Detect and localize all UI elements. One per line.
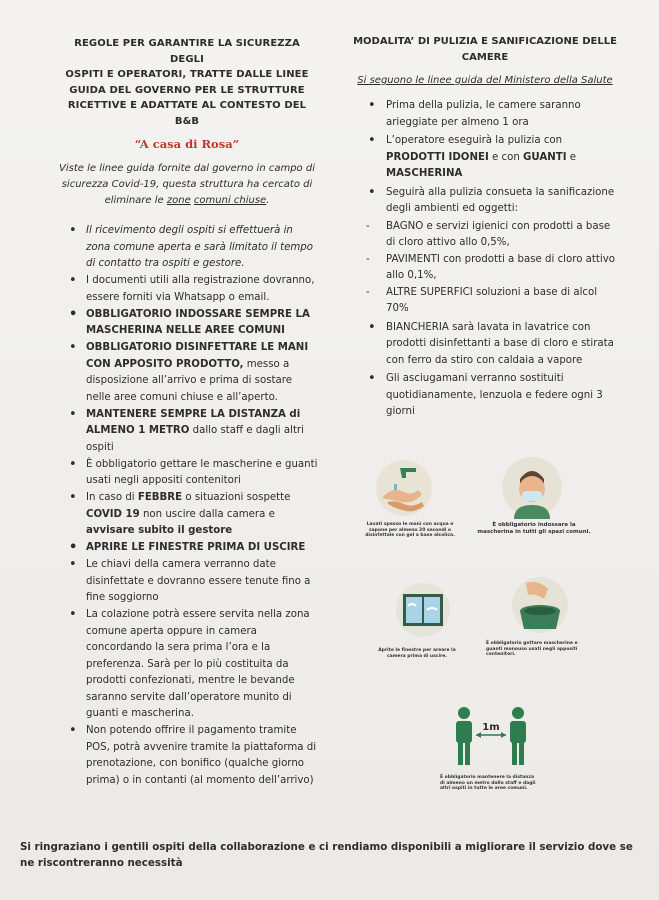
rule-bold: FEBBRE bbox=[137, 492, 183, 503]
rule-item: • Il ricevimento degli ospiti si effettuerà in zona comune aperta e sarà limitato il tempo di contatto tra ospiti e gestore. bbox=[56, 223, 318, 273]
left-title-line: GUIDA DEL GOVERNO PER LE STRUTTURE bbox=[69, 84, 305, 96]
rule-text: In caso di bbox=[86, 492, 138, 503]
window-caption: Aprite le finestre per areare la camera prima di uscire. bbox=[378, 648, 456, 659]
handwash-caption: Lavati spesso le mani con acqua e sapone per almeno 20 secondi o disinfettale con gel a base alcolica. bbox=[365, 522, 455, 538]
mask-caption: È obbligatorio indossare la mascherina in tutti gli spazi comuni. bbox=[477, 522, 591, 535]
rule-bold: OBBLIGATORIO DISINFETTARE LE MANI CON APPOSITO PRODOTTO, bbox=[86, 342, 309, 370]
cleaning-text: L’operatore eseguirà la pulizia con bbox=[386, 135, 563, 146]
rule-text: non uscire dalla camera e bbox=[139, 508, 275, 520]
intro-text bbox=[56, 161, 318, 209]
cleaning-list bbox=[350, 98, 620, 421]
left-title bbox=[56, 36, 318, 129]
cleaning-bold: GUANTI bbox=[523, 151, 567, 163]
trash-bin-icon bbox=[510, 575, 570, 635]
cleaning-item bbox=[350, 133, 620, 183]
rule-item: • Non potendo offrire il pagamento tramite POS, potrà avvenire tramite la piattaforma di prenotazione, con bonifico (qualche giorno prima) o in contanti (al momento dell’arrivo) bbox=[56, 723, 318, 789]
rule-bold: MANTENERE SEMPRE LA DISTANZA di ALMENO 1 METRO bbox=[86, 408, 301, 436]
rule-item: • È obbligatorio gettare le mascherine e guanti usati negli appositi contenitori bbox=[56, 457, 318, 490]
cleaning-bold: PRODOTTI IDONEI bbox=[386, 151, 489, 163]
rule-item bbox=[56, 490, 318, 540]
distance-label: 1m bbox=[482, 722, 500, 733]
cleaning-item: • Prima della pulizia, le camere saranno arieggiate per almeno 1 ora bbox=[350, 98, 620, 131]
rule-item bbox=[56, 407, 318, 457]
rule-text: dallo staff e dagli altri ospiti bbox=[86, 425, 304, 453]
intro-end: . bbox=[266, 195, 270, 206]
sanitize-item: - ALTRE SUPERFICI soluzioni a base di alcol 70% bbox=[366, 285, 620, 318]
cleaning-item: • Gli asciugamani verranno sostituiti quotidianamente, lenzuola e federe ogni 3 giorni bbox=[350, 371, 620, 421]
intro-zone: zone bbox=[166, 195, 191, 206]
rules-list bbox=[56, 223, 318, 789]
rule-item: • APRIRE LE FINESTRE PRIMA DI USCIRE bbox=[56, 540, 318, 557]
cleaning-text: e bbox=[566, 151, 577, 163]
right-column bbox=[350, 34, 620, 423]
rule-bold: avvisare subito il gestore bbox=[86, 525, 233, 536]
right-subtitle: Si seguono le linee guida del Ministero della Salute bbox=[357, 75, 613, 86]
left-column bbox=[56, 36, 318, 790]
rule-text: o situazioni sospette bbox=[182, 492, 291, 503]
sanitize-item: - PAVIMENTI con prodotti a base di cloro attivo allo 0,1%, bbox=[366, 252, 620, 285]
left-title-line: RICETTIVE E ADATTATE AL CONTESTO DEL B&B bbox=[67, 100, 307, 127]
cleaning-item bbox=[350, 185, 620, 318]
rule-item: • I documenti utili alla registrazione dovranno, essere forniti via Whatsapp o email. bbox=[56, 273, 318, 306]
bin-caption: È obbligatorio gettare mascherine e guanti monouso usati negli appositi contenitori. bbox=[486, 641, 578, 657]
social-distance-icon bbox=[452, 705, 532, 769]
right-title-line: MODALITA’ DI PULIZIA E SANIFICAZIONE DELLE bbox=[353, 36, 617, 47]
left-title-line: REGOLE PER GARANTIRE LA SICUREZZA DEGLI bbox=[74, 38, 300, 65]
brand-name: “A casa di Rosa” bbox=[134, 137, 240, 151]
cleaning-item: • BIANCHERIA sarà lavata in lavatrice con prodotti disinfettanti a base di cloro e stirata con ferro da stiro con caldaia a vapore bbox=[350, 320, 620, 370]
window-icon bbox=[395, 582, 451, 638]
cleaning-text: e con bbox=[488, 151, 524, 163]
handwash-icon bbox=[374, 458, 434, 518]
rule-item bbox=[56, 340, 318, 406]
footer-thanks: Si ringraziano i gentili ospiti della collaborazione e ci rendiamo disponibili a migliorare il servizio dove se ne riscontreranno necessità bbox=[20, 841, 633, 869]
rule-item: • Le chiavi della camera verranno date disinfettate e dovranno essere tenute fino a fine soggiorno bbox=[56, 557, 318, 607]
right-title-line: CAMERE bbox=[461, 52, 509, 63]
rule-bold: COVID 19 bbox=[86, 508, 140, 520]
sanitize-sublist bbox=[386, 219, 620, 318]
cleaning-text: Seguirà alla pulizia consueta la sanificazione degli ambienti ed oggetti: bbox=[386, 186, 615, 214]
left-title-line: OSPITI E OPERATORI, TRATTE DALLE LINEE bbox=[65, 69, 309, 80]
face-mask-icon bbox=[500, 455, 564, 519]
intro-part: Viste le linee guida fornite dal governo in campo di sicurezza Covid-19, questa struttura ha cercato di eliminare le bbox=[59, 163, 315, 206]
rule-item: • OBBLIGATORIO INDOSSARE SEMPRE LA MASCHERINA NELLE AREE COMUNI bbox=[56, 307, 318, 340]
right-title bbox=[350, 34, 620, 66]
rule-text: messo a disposizione all’arrivo e prima di sostare nelle aree comuni chiuse e all’aperto. bbox=[86, 358, 292, 403]
rule-item: • La colazione potrà essere servita nella zona comune aperta oppure in camera concordando la sera prima l’ora e la preferenza. Sarà per lo più costituita da prodotti confezionati, mentre le bevande saranno servite dall’operatore munito di guanti e mascherina. bbox=[56, 607, 318, 723]
sanitize-item: - BAGNO e servizi igienici con prodotti a base di cloro attivo allo 0,5%, bbox=[366, 219, 620, 252]
distance-caption: È obbligatorio mantenere la distanza di almeno un metro dallo staff e dagli altri ospiti in tutte le aree comuni. bbox=[440, 775, 536, 791]
intro-comuni-chiuse: comuni chiuse bbox=[193, 195, 267, 206]
cleaning-bold: MASCHERINA bbox=[386, 168, 463, 179]
